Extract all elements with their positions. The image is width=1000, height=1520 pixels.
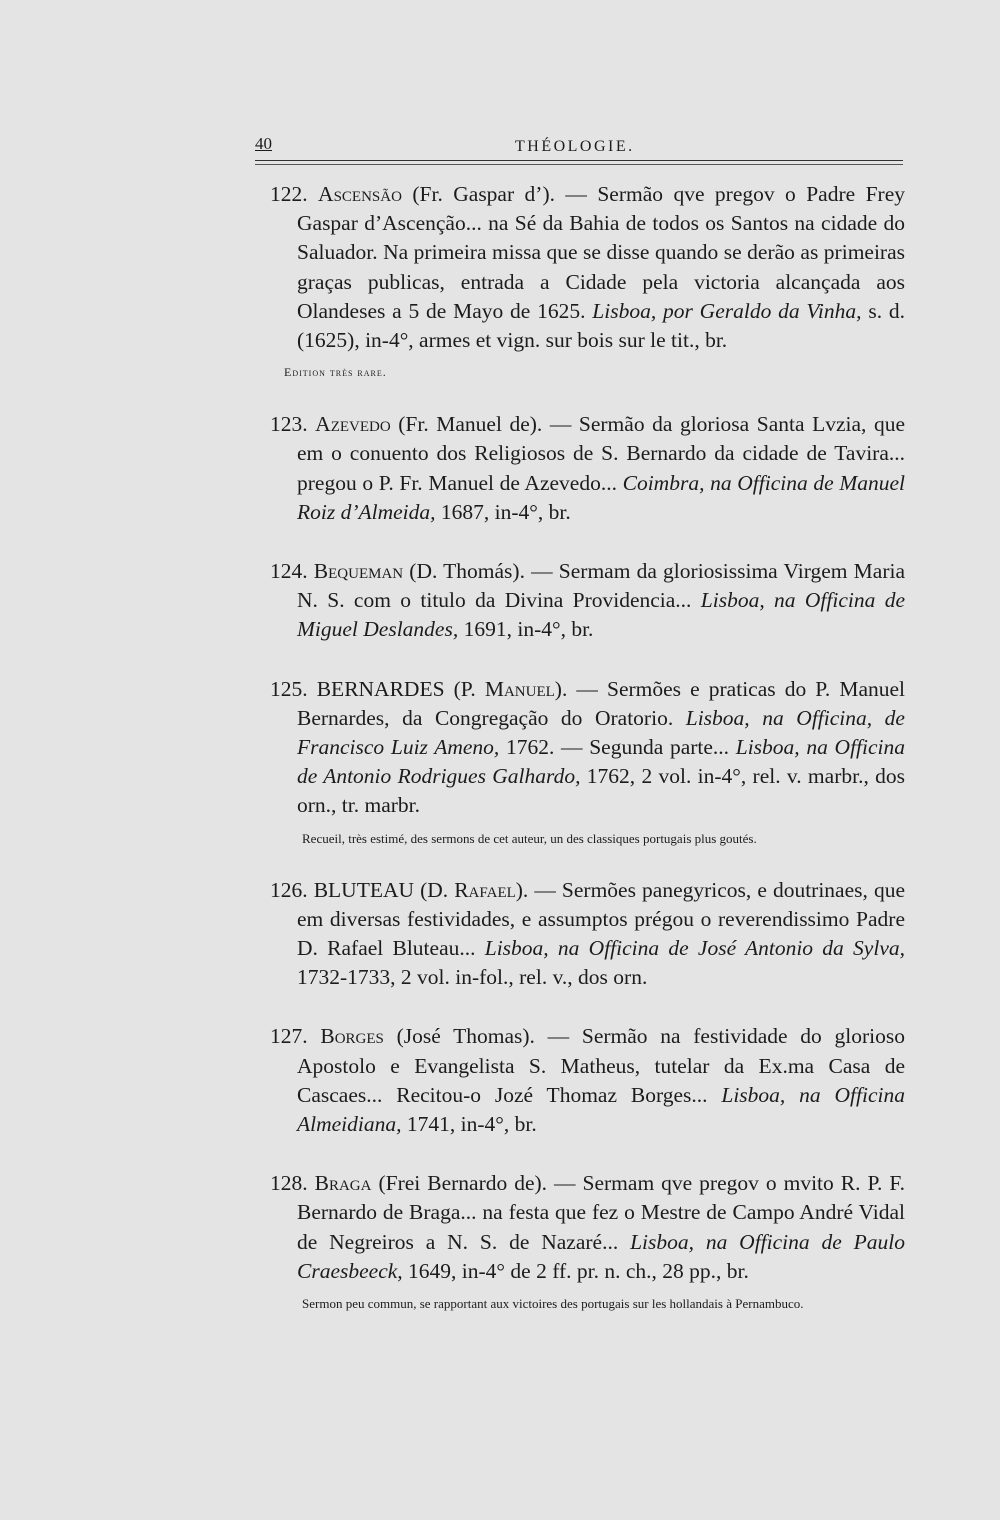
entry-author: Braga [314,1171,372,1196]
entry-number: 128. [270,1171,308,1196]
entry-description: (D. Thomás). — Sermam da gloriosissima Virgem Maria N. S. com o titulo da Divina Providencia... [297,559,906,613]
entry-author-given: Manuel [484,676,555,701]
entry-imprint: Lisboa, na Officina de Miguel Deslandes, [297,588,905,642]
entry-description: (Frei Bernardo de). — Sermam qve pregov o mvito R. P. F. Bernardo de Braga... na festa que fez o Mestre de Campo André Vidal de Negreiros a N. S. de Nazaré... [297,1171,906,1254]
entry-number: 126. [270,877,308,902]
entry-note: Sermon peu commun, se rapportant aux victoires des portugais sur les hollandais à Pernambuco. [302,1296,804,1312]
entry-123 [270,410,905,527]
entry-description-mid: 1762. — Segunda parte... [499,735,736,760]
entry-text [270,1169,905,1286]
entry-number: 124. [270,559,308,584]
entry-imprint: Lisboa, na Officina de Paulo Craesbeeck, [297,1229,905,1283]
entry-description: (Fr. Gaspar d’). — Sermão qve pregov o Padre Frey Gaspar d’Ascenção... na Sé da Bahia de todos os Santos na cidade do Saluador. Na primeira missa que se disse quando se derão as primeiras graças publicas, entrada a Cidade pela victoria alcançada aos Olandeses a 5 de Mayo de 1625. [297,182,905,323]
entry-imprint: Lisboa, na Officina Almeidiana, [297,1082,905,1137]
entry-128 [270,1169,905,1311]
header-rule [255,160,903,161]
entry-124 [270,557,905,645]
entry-number: 127. [270,1024,308,1049]
entry-note: Recueil, très estimé, des sermons de cet auteur, un des classiques portugais plus goutés. [302,830,757,846]
entry-127 [270,1022,905,1139]
entry-note: Edition très rare. [284,365,387,380]
entry-collation: 1649, in-4° de 2 ff. pr. n. ch., 28 pp., br. [402,1258,749,1283]
entry-collation: 1762, 2 vol. in-4°, rel. v. marbr., dos orn., tr. marbr. [297,764,906,818]
entry-imprint-second: Lisboa, na Officina de Antonio Rodrigues Galhardo, [297,735,906,789]
entry-text [270,410,905,527]
catalogue-body [270,180,905,1341]
entry-text [270,1022,905,1139]
entry-author-paren: (P. [444,676,485,701]
entry-author: Borges [320,1024,384,1049]
entry-author: BLUTEAU [313,877,415,902]
entry-author-paren: (D. [414,877,455,902]
running-head [255,134,903,164]
entry-author-given: Rafael [454,877,516,902]
entry-text [270,180,905,355]
entry-description: (José Thomas). — Sermão na festividade do glorioso Apostolo e Evangelista S. Matheus, tutelar da Ex.ma Casa de Cascaes... Recitou-o Jozé Thomaz Borges... [297,1024,906,1107]
entry-author: Ascensão [318,182,402,206]
entry-126 [270,876,905,993]
entry-text [270,876,905,993]
entry-122 [270,180,905,380]
entry-collation: 1691, in-4°, br. [458,617,594,642]
entry-text [270,557,905,645]
entry-collation: 1741, in-4°, br. [401,1112,537,1137]
entry-author: Bequeman [313,559,404,584]
entry-125 [270,675,905,846]
entry-number: 123. [270,412,308,437]
entry-collation: 1732-1733, 2 vol. in-fol., rel. v., dos orn. [297,965,648,990]
page-number: 40 [255,134,272,153]
entry-imprint: Lisboa, por Geraldo da Vinha, [592,298,862,323]
entry-imprint: Lisboa, na Officina, de Francisco Luiz Ameno, [297,705,905,760]
entry-description: (Fr. Manuel de). — Sermão da gloriosa Santa Lvzia, que em o conuento dos Religiosos de S. Bernardo da cidade de Tavira... pregou o P. Fr. Manuel de Azevedo... [297,412,905,495]
entry-number: 122. [270,182,308,206]
entry-number: 125. [270,676,308,701]
entry-imprint: Lisboa, na Officina de José Antonio da Sylva, [484,936,905,961]
entry-collation: 1687, in-4°, br. [435,499,571,524]
entry-author: BERNARDES [316,676,445,701]
header-rule-thin [255,164,903,165]
entry-collation: s. d. (1625), in-4°, armes et vign. sur bois sur le tit., br. [297,298,905,353]
entry-description: ). — Sermões e praticas do P. Manuel Bernardes, da Congregação do Oratorio. [297,676,906,730]
page-title: THÉOLOGIE. [515,138,635,155]
entry-text [270,675,905,821]
entry-imprint: Coimbra, na Officina de Manuel Roiz d’Almeida, [297,470,905,524]
entry-author: Azevedo [315,412,391,437]
entry-description: ). — Sermões panegyricos, e doutrinaes, que em diversas festividades, e assumptos prégou o reverendissimo Padre D. Rafael Bluteau... [297,877,905,961]
